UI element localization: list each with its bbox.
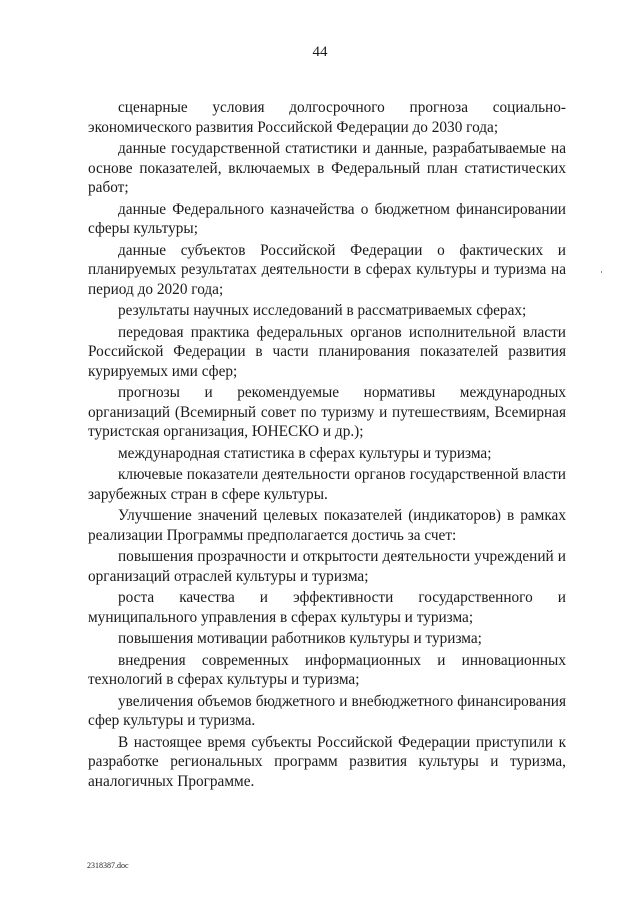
paragraph: роста качества и эффективности государственного и муниципального управления в сферах культуры и туризма; (88, 589, 566, 626)
paragraph: Улучшение значений целевых показателей (индикаторов) в рамках реализации Программы предполагается достичь за счет: (88, 507, 566, 544)
page-number: 44 (312, 44, 328, 60)
paragraph: внедрения современных информационных и инновационных технологий в сферах культуры и туризма; (88, 651, 566, 688)
footer-filename: 2318387.doc (87, 861, 129, 870)
paragraph: повышения прозрачности и открытости деятельности учреждений и организаций отраслей культуры и туризма; (88, 548, 566, 585)
paragraph: В настоящее время субъекты Российской Федерации приступили к разработке региональных программ развития культуры и туризма, аналогичных Программе. (88, 733, 566, 790)
paragraph: результаты научных исследований в рассматриваемых сферах; (118, 302, 527, 319)
paragraph: сценарные условия долгосрочного прогноза социально-экономического развития Российской Федерации до 2030 года; (88, 99, 566, 136)
paragraph: ключевые показатели деятельности органов государственной власти зарубежных стран в сфере культуры. (88, 466, 566, 503)
paragraph: международная статистика в сферах культуры и туризма; (118, 444, 492, 462)
paragraph: данные субъектов Российской Федерации о фактических и планируемых результатах деятельности в сферах культуры и туризма на период до 2020 года; (88, 241, 566, 298)
document-body (88, 98, 566, 791)
scan-speck (601, 271, 602, 273)
paragraph: увеличения объемов бюджетного и внебюджетного финансирования сфер культуры и туризма. (88, 692, 566, 729)
paragraph: прогнозы и рекомендуемые нормативы международных организаций (Всемирный совет по туризму и путешествиям, Всемирная туристская организация, ЮНЕСКО и др.); (88, 384, 566, 440)
paragraph: передовая практика федеральных органов исполнительной власти Российской Федерации в части планирования показателей развития курируемых ими сфер; (88, 323, 566, 380)
paragraph: повышения мотивации работников культуры и туризма; (118, 630, 482, 647)
paragraph: данные Федерального казначейства о бюджетном финансировании сферы культуры; (88, 200, 566, 237)
paragraph: данные государственной статистики и данные, разрабатываемые на основе показателей, включаемых в Федеральный план статистических работ; (88, 140, 566, 196)
